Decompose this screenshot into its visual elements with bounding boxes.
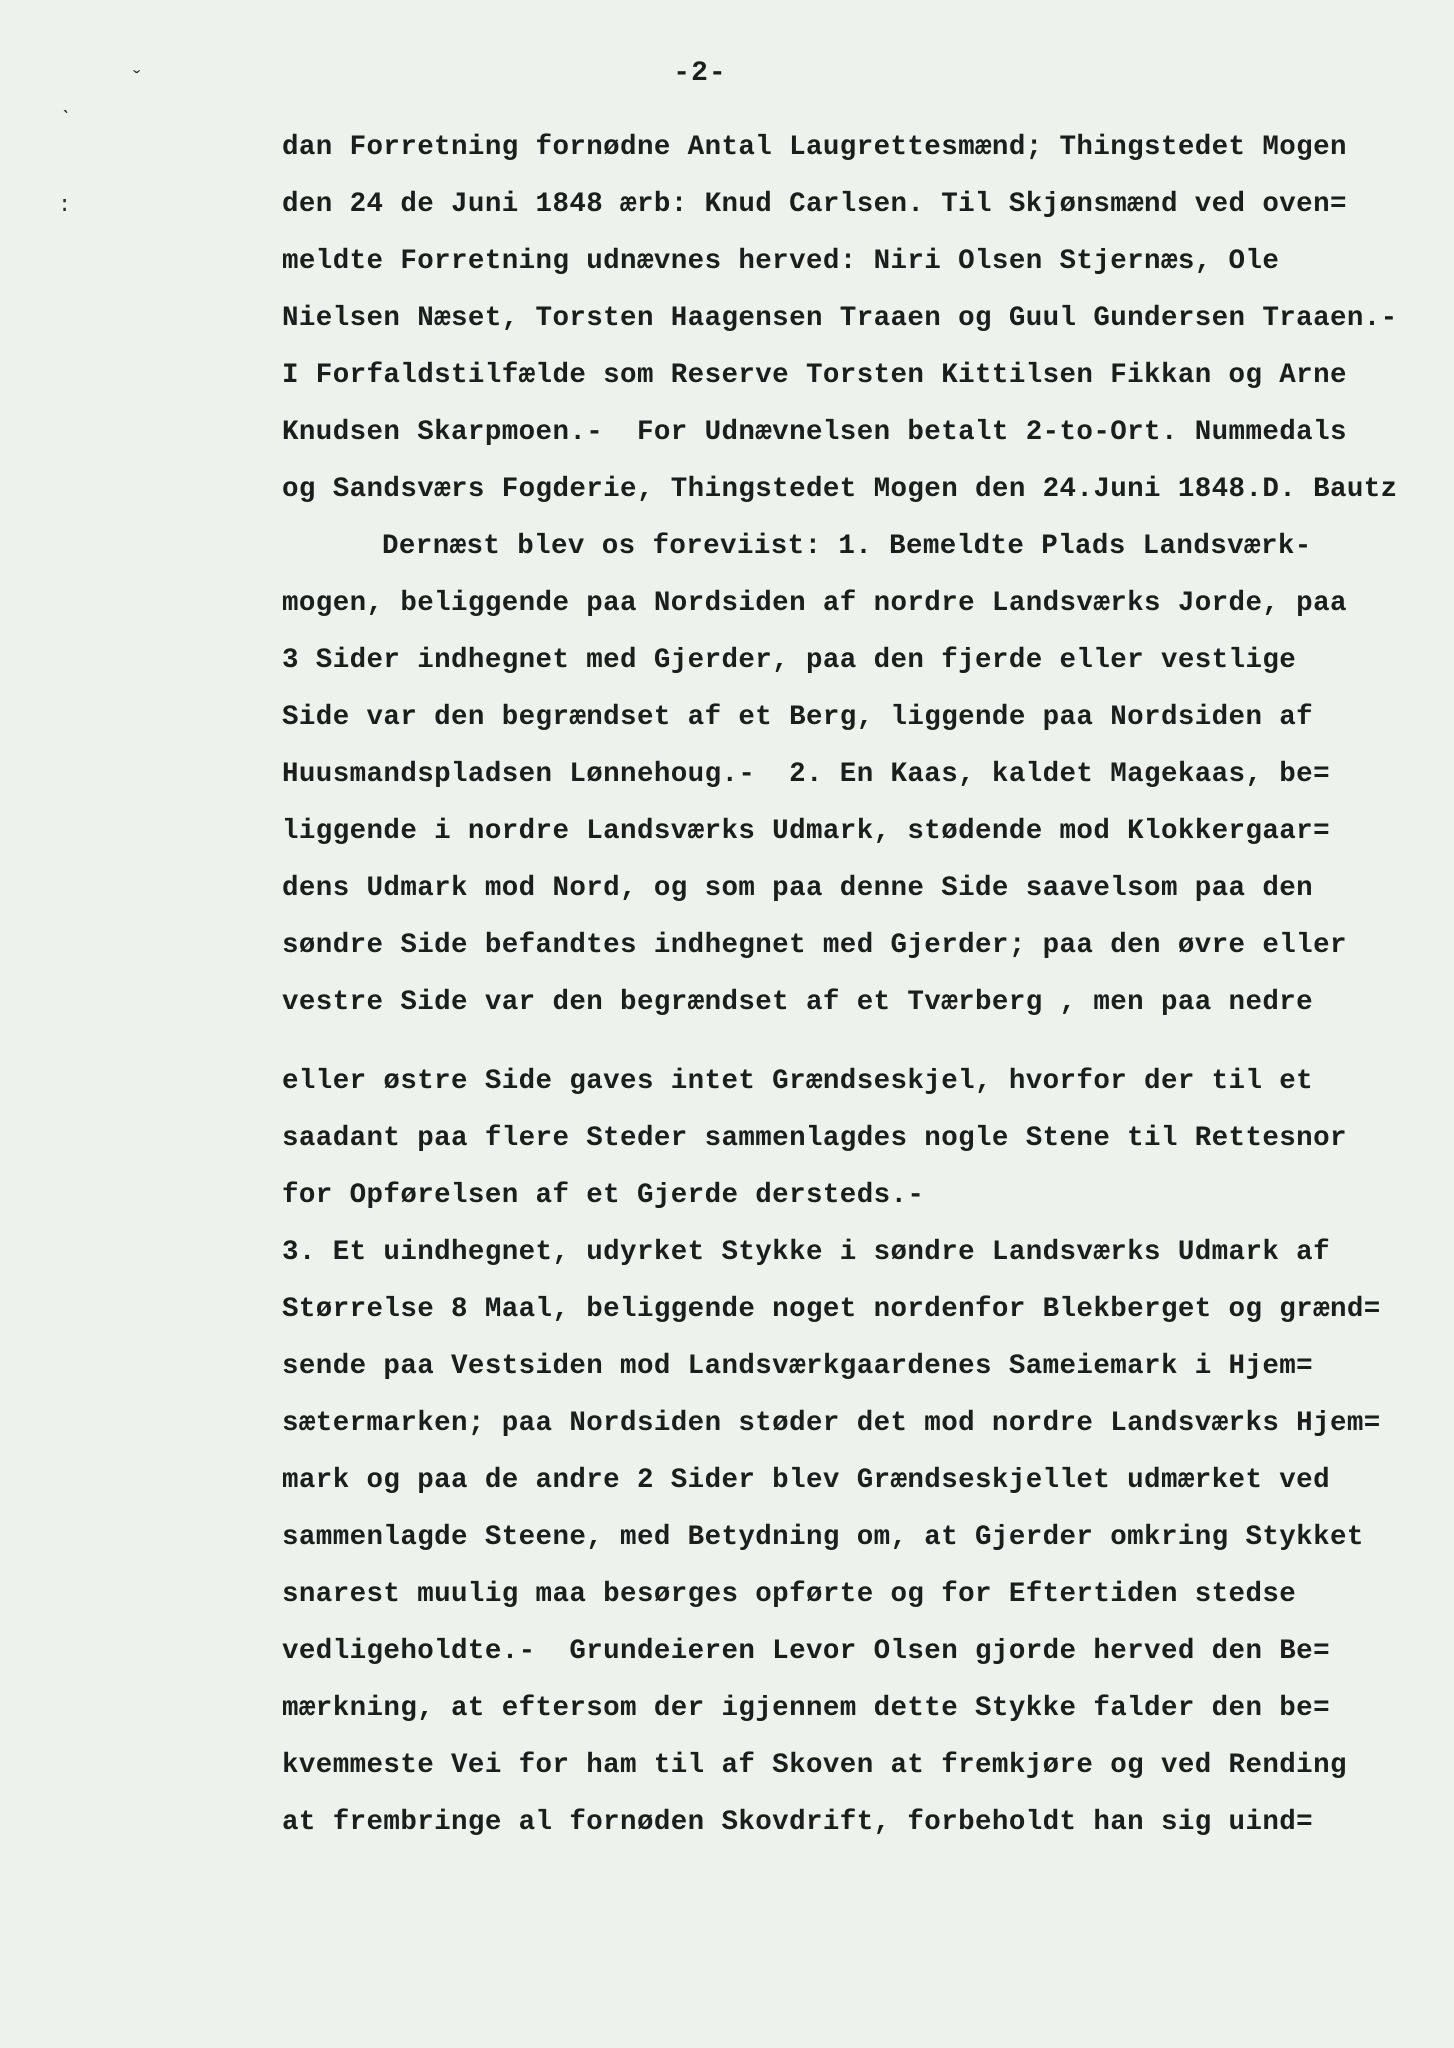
text-line: meldte Forretning udnævnes herved: Niri Olsen Stjernæs, Ole xyxy=(282,246,1280,277)
text-line: 3. Et uindhegnet, udyrket Stykke i søndre Landsværks Udmark af xyxy=(282,1237,1330,1268)
text-line: I Forfaldstilfælde som Reserve Torsten Kittilsen Fikkan og Arne xyxy=(282,360,1347,391)
text-line: Knudsen Skarpmoen.- For Udnævnelsen betalt 2-to-Ort. Nummedals xyxy=(282,417,1347,448)
text-line: sende paa Vestsiden mod Landsværkgaardenes Sameiemark i Hjem= xyxy=(282,1351,1314,1382)
text-line: dens Udmark mod Nord, og som paa denne Side saavelsom paa den xyxy=(282,873,1314,904)
text-line: 3 Sider indhegnet med Gjerder, paa den fjerde eller vestlige xyxy=(282,645,1297,676)
text-line: vestre Side var den begrændset af et Tværberg , men paa nedre xyxy=(282,987,1314,1018)
text-line: snarest muulig maa besørges opførte og for Eftertiden stedse xyxy=(282,1579,1297,1610)
text-line: Størrelse 8 Maal, beliggende noget nordenfor Blekberget og grænd= xyxy=(282,1294,1381,1325)
text-line: sammenlagde Steene, med Betydning om, at Gjerder omkring Stykket xyxy=(282,1522,1364,1553)
page-number: -2- xyxy=(673,58,727,89)
text-line: liggende i nordre Landsværks Udmark, stødende mod Klokkergaar= xyxy=(282,816,1330,847)
margin-tick-mark: ˇ xyxy=(130,68,144,93)
text-line: eller østre Side gaves intet Grændseskjel, hvorfor der til et xyxy=(282,1066,1314,1097)
text-line: mogen, beliggende paa Nordsiden af nordre Landsværks Jorde, paa xyxy=(282,588,1347,619)
text-line: kvemmeste Vei for ham til af Skoven at fremkjøre og ved Rending xyxy=(282,1750,1347,1781)
text-line: Dernæst blev os foreviist: 1. Bemeldte Plads Landsværk- xyxy=(382,531,1312,562)
text-line: saadant paa flere Steder sammenlagdes nogle Stene til Rettesnor xyxy=(282,1123,1347,1154)
margin-tick-mark: ˋ xyxy=(60,108,74,133)
text-line: for Opførelsen af et Gjerde dersteds.- xyxy=(282,1180,925,1211)
text-line: og Sandsværs Fogderie, Thingstedet Mogen den 24.Juni 1848.D. Bautz xyxy=(282,474,1398,505)
text-line: at frembringe al fornøden Skovdrift, forbeholdt han sig uind= xyxy=(282,1807,1314,1838)
text-line: mærkning, at eftersom der igjennem dette Stykke falder den be= xyxy=(282,1693,1330,1724)
text-line: Nielsen Næset, Torsten Haagensen Traaen og Guul Gundersen Traaen.- xyxy=(282,303,1398,334)
text-line: vedligeholdte.- Grundeieren Levor Olsen gjorde herved den Be= xyxy=(282,1636,1330,1667)
text-line: dan Forretning fornødne Antal Laugrettesmænd; Thingstedet Mogen xyxy=(282,132,1347,163)
text-line: søndre Side befandtes indhegnet med Gjerder; paa den øvre eller xyxy=(282,930,1347,961)
text-line: Huusmandspladsen Lønnehoug.- 2. En Kaas, kaldet Magekaas, be= xyxy=(282,759,1330,790)
text-line: mark og paa de andre 2 Sider blev Grændseskjellet udmærket ved xyxy=(282,1465,1330,1496)
text-line: Side var den begrændset af et Berg, liggende paa Nordsiden af xyxy=(282,702,1314,733)
text-line: sætermarken; paa Nordsiden støder det mod nordre Landsværks Hjem= xyxy=(282,1408,1381,1439)
margin-tick-mark: : xyxy=(58,193,72,218)
text-line: den 24 de Juni 1848 ærb: Knud Carlsen. Til Skjønsmænd ved oven= xyxy=(282,189,1347,220)
